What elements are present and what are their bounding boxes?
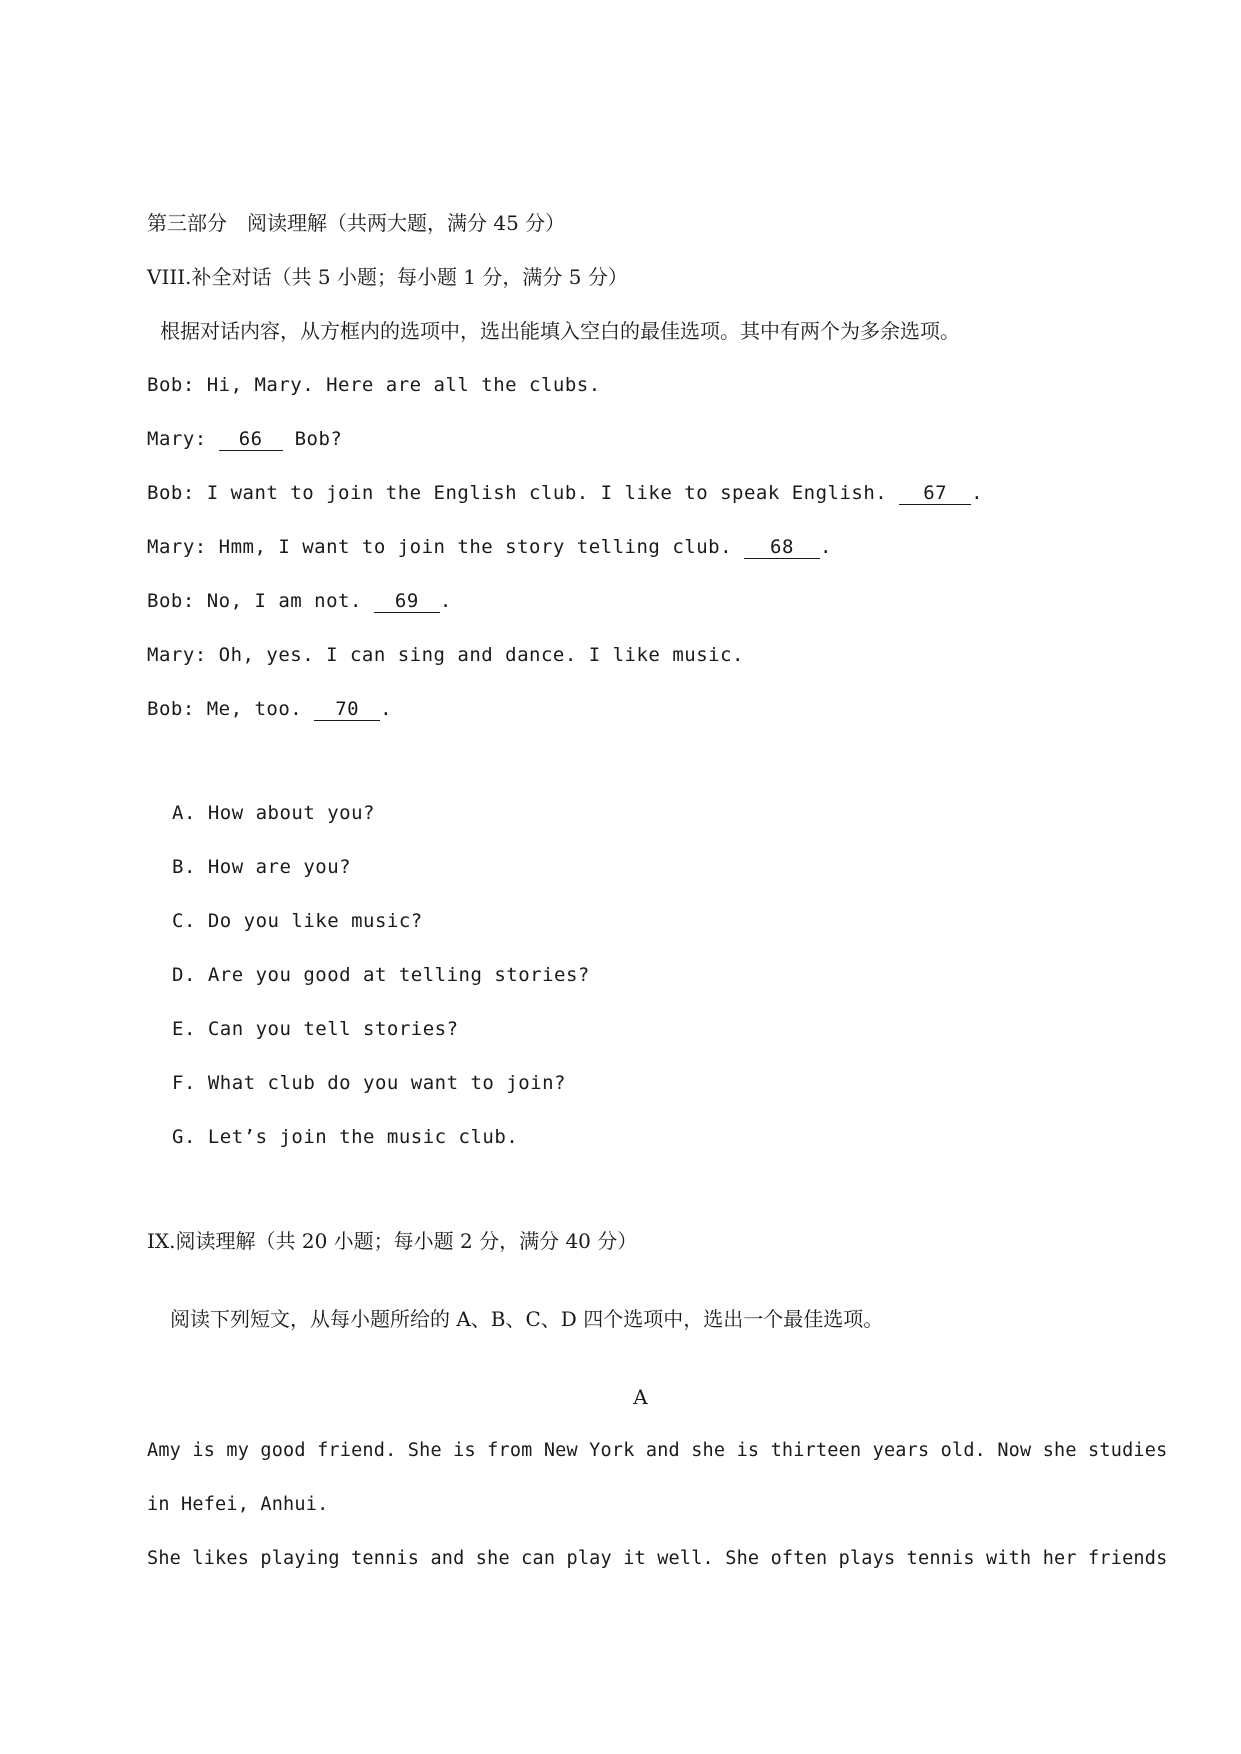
option-e: E. Can you tell stories? <box>172 1018 459 1040</box>
answer-blank-70: 70 <box>314 698 380 721</box>
dialogue-text: . <box>819 536 832 558</box>
part8-heading: VIII.补全对话（共 5 小题；每小题 1 分，满分 5 分） <box>147 265 628 289</box>
dialogue-text: Bob: Me, too. <box>147 698 315 720</box>
dialogue-text: . <box>439 590 452 612</box>
dialogue-text: Bob: No, I am not. <box>147 590 374 612</box>
passage-line-2: in Hefei, Anhui. <box>147 1494 329 1515</box>
option-c: C. Do you like music? <box>172 910 423 932</box>
option-b: B. How are you? <box>172 856 352 878</box>
answer-blank-69: 69 <box>374 590 440 613</box>
section-title: 第三部分 阅读理解（共两大题，满分 45 分） <box>147 211 566 235</box>
dialogue-line-1: Bob: Hi, Mary. Here are all the clubs. <box>147 374 601 396</box>
dialogue-line-3 <box>147 480 983 506</box>
answer-blank-67: 67 <box>899 482 971 505</box>
dialogue-line-4 <box>147 534 832 560</box>
passage-label: A <box>633 1385 648 1409</box>
option-a: A. How about you? <box>172 802 375 824</box>
option-d: D. Are you good at telling stories? <box>172 964 590 986</box>
dialogue-line-5 <box>147 588 452 614</box>
passage-line-3: She likes playing tennis and she can play it well. She often plays tennis with her friends <box>147 1548 1168 1569</box>
dialogue-text: . <box>380 698 393 720</box>
passage-line-1: Amy is my good friend. She is from New York and she is thirteen years old. Now she studies <box>147 1440 1168 1461</box>
answer-blank-68: 68 <box>744 536 820 559</box>
dialogue-text: Mary: <box>147 428 219 450</box>
dialogue-line-7 <box>147 696 392 722</box>
option-g: G. Let’s join the music club. <box>172 1126 519 1148</box>
dialogue-line-2 <box>147 426 342 452</box>
dialogue-text: Bob? <box>282 428 343 450</box>
dialogue-text: Mary: Hmm, I want to join the story telling club. <box>147 536 744 558</box>
dialogue-text: . <box>971 482 984 504</box>
part9-instruction: 阅读下列短文，从每小题所给的 A、B、C、D 四个选项中，选出一个最佳选项。 <box>170 1307 884 1331</box>
part9-heading: IX.阅读理解（共 20 小题；每小题 2 分，满分 40 分） <box>147 1229 638 1253</box>
option-f: F. What club do you want to join? <box>172 1072 566 1094</box>
dialogue-line-6: Mary: Oh, yes. I can sing and dance. I like music. <box>147 644 744 666</box>
answer-blank-66: 66 <box>219 428 283 451</box>
dialogue-text: Bob: I want to join the English club. I like to speak English. <box>147 482 900 504</box>
part8-instruction: 根据对话内容，从方框内的选项中，选出能填入空白的最佳选项。其中有两个为多余选项。 <box>160 319 960 343</box>
